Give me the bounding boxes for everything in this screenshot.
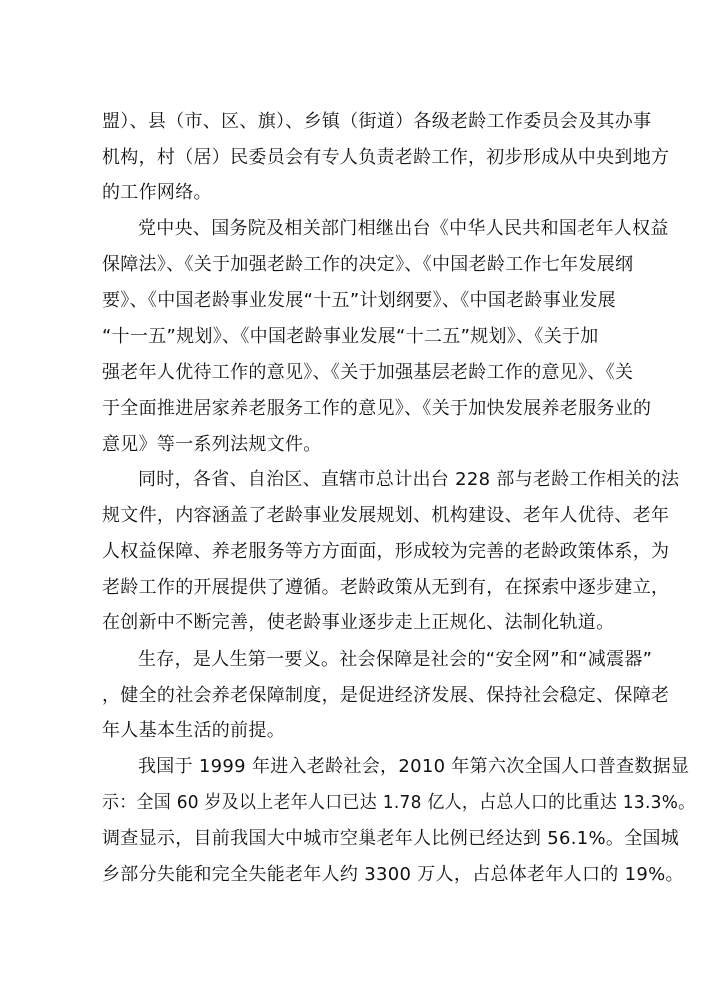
text-line: 示：全国 60 岁及以上老年人口已达 1.78 亿人，占总人口的比重达 13.3%。 bbox=[102, 792, 696, 813]
text-line: 人权益保障、养老服务等方方面面，形成较为完善的老龄政策体系，为 bbox=[102, 541, 670, 562]
text-line: 生存，是人生第一要义。社会保障是社会的“安全网”和“减震器” bbox=[138, 649, 653, 670]
text-line: 盟）、县（市、区、旗）、乡镇（街道）各级老龄工作委员会及其办事 bbox=[102, 111, 652, 132]
text-line: 我国于 1999 年进入老龄社会，2010 年第六次全国人口普查数据显 bbox=[138, 756, 690, 777]
text-line: 在创新中不断完善，使老龄事业逐步走上正规化、法制化轨道。 bbox=[102, 612, 615, 633]
text-line: 同时，各省、自治区、直辖市总计出台 228 部与老龄工作相关的法 bbox=[138, 469, 680, 490]
text-line: 调查显示，目前我国大中城市空巢老年人比例已经达到 56.1%。全国城 bbox=[102, 828, 680, 849]
text-line: “十一五”规划》、《中国老龄事业发展“十二五”规划》、《关于加 bbox=[102, 326, 599, 347]
text-line: 要》、《中国老龄事业发展“十五”计划纲要》、《中国老龄事业发展 bbox=[102, 290, 616, 311]
text-line: 意见》等一系列法规文件。 bbox=[102, 434, 322, 455]
text-line: 乡部分失能和完全失能老年人约 3300 万人，占总体老年人口的 19%。 bbox=[102, 864, 684, 885]
text-line: 强老年人优待工作的意见》、《关于加强基层老龄工作的意见》、《关 bbox=[102, 362, 634, 383]
text-line: 的工作网络。 bbox=[102, 182, 212, 203]
text-line: 规文件，内容涵盖了老龄事业发展规划、机构建设、老年人优待、老年 bbox=[102, 505, 670, 526]
text-line: 年人基本生活的前提。 bbox=[102, 720, 285, 741]
text-line: ，健全的社会养老保障制度，是促进经济发展、保持社会稳定、保障老 bbox=[102, 685, 670, 706]
text-line: 党中央、国务院及相关部门相继出台《中华人民共和国老年人权益 bbox=[138, 218, 669, 239]
text-line: 保障法》、《关于加强老龄工作的决定》、《中国老龄工作七年发展纲 bbox=[102, 254, 634, 275]
text-line: 机构，村（居）民委员会有专人负责老龄工作，初步形成从中央到地方 bbox=[102, 147, 670, 168]
text-line: 于全面推进居家养老服务工作的意见》、《关于加快发展养老服务业的 bbox=[102, 398, 652, 419]
text-line: 老龄工作的开展提供了遵循。老龄政策从无到有，在探索中逐步建立， bbox=[102, 577, 670, 598]
